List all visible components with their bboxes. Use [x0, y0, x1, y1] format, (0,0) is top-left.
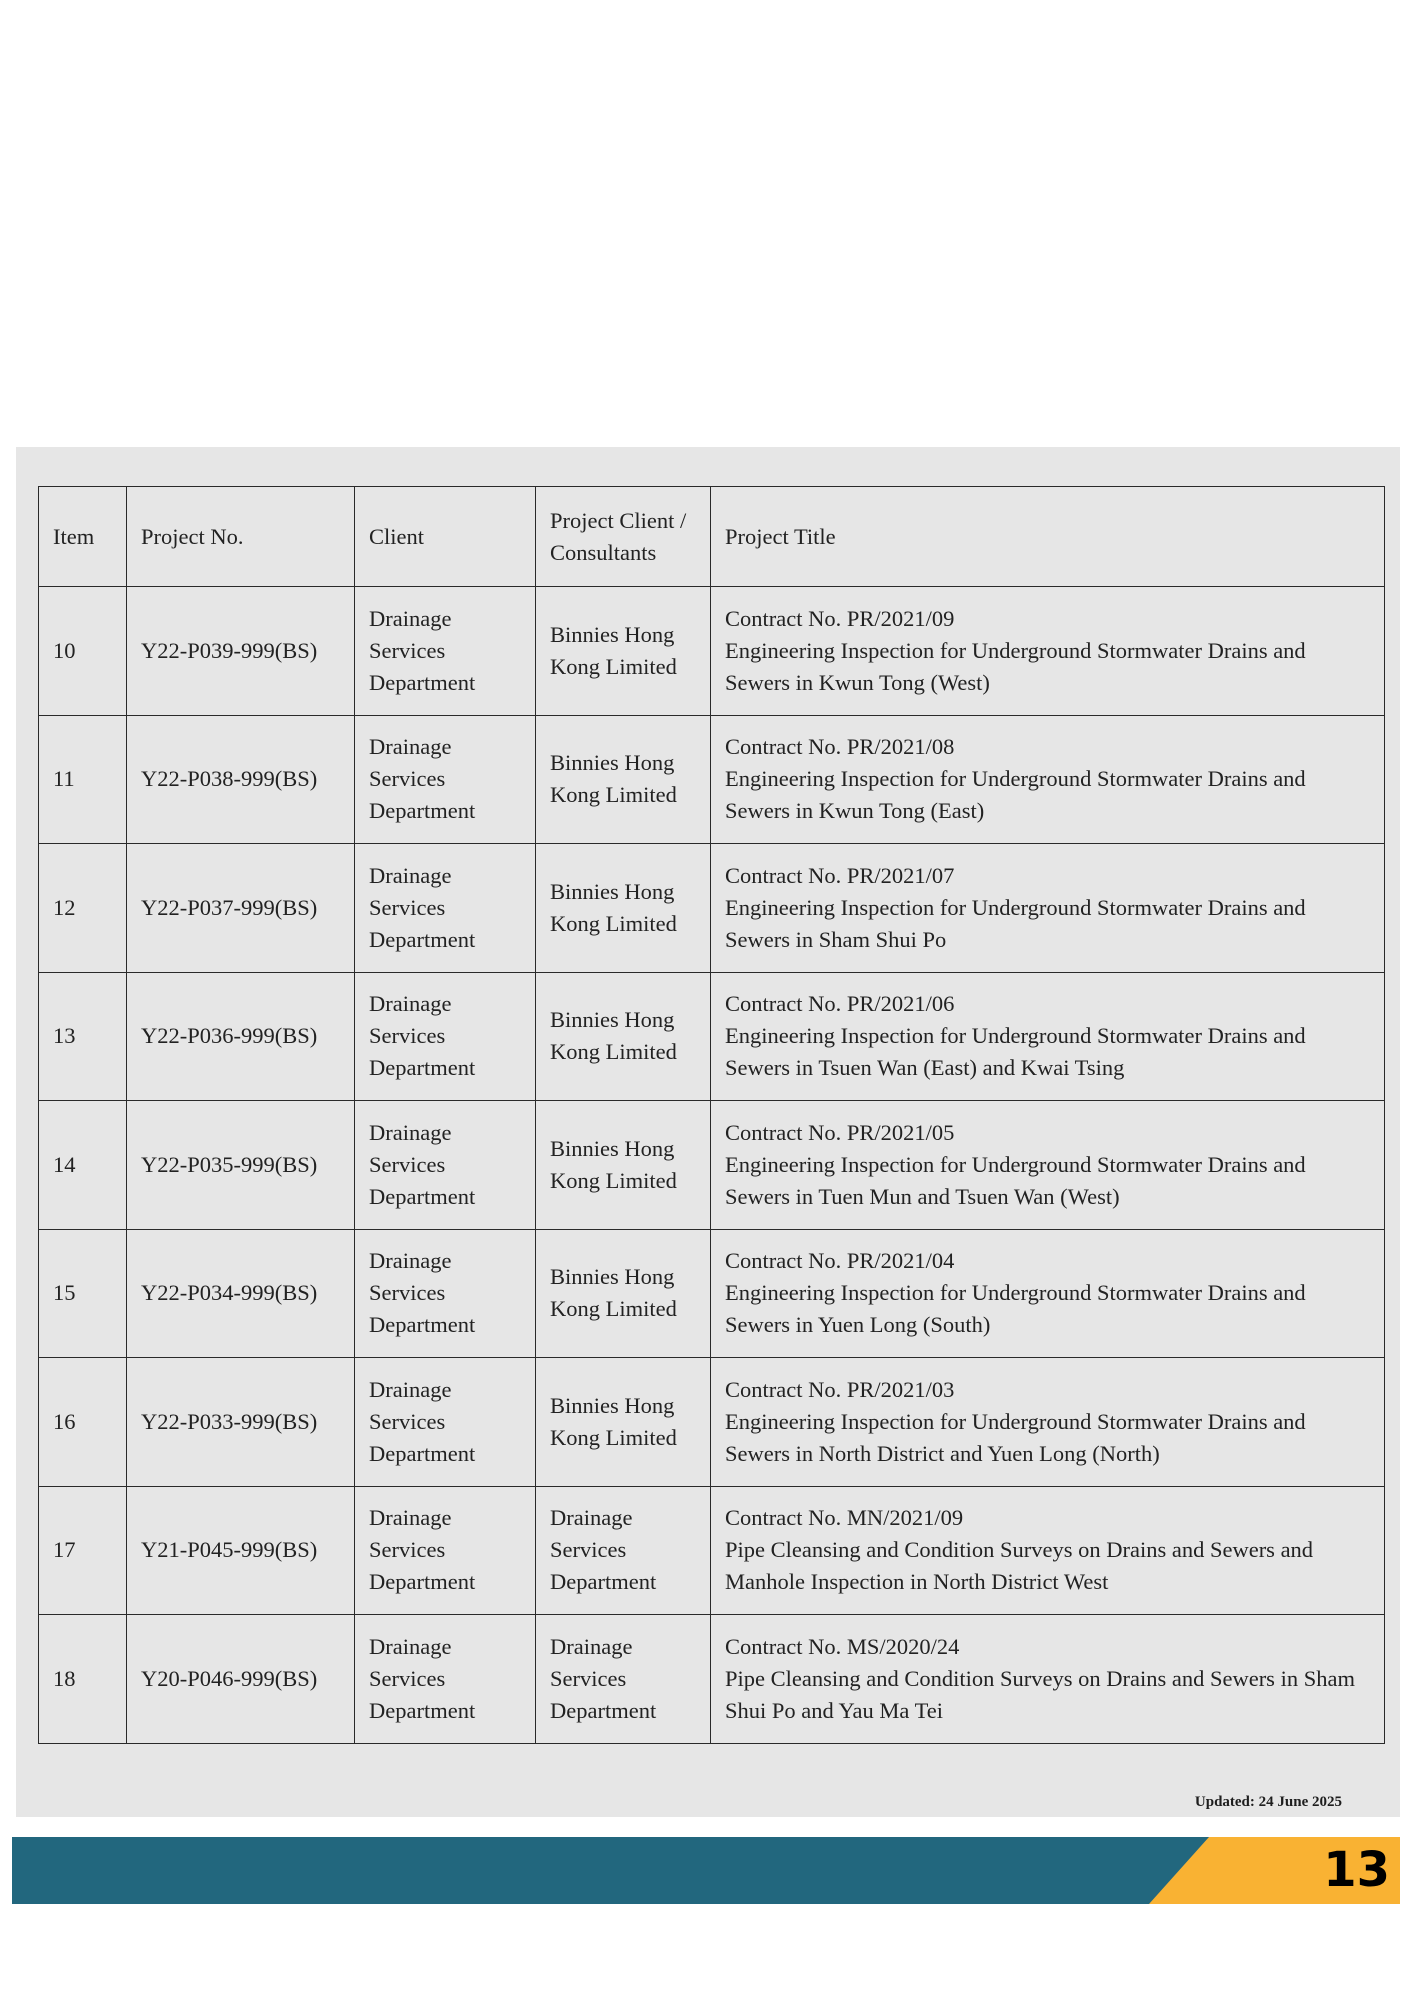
client-name: Drainage Services Department: [355, 972, 536, 1101]
contract-number: Contract No. PR/2021/06: [725, 991, 955, 1017]
item-number: 13: [39, 972, 127, 1101]
project-client-name: Binnies Hong Kong Limited: [536, 587, 711, 716]
updated-date: Updated: 24 June 2025: [1194, 1794, 1342, 1810]
client-name: Drainage Services Department: [355, 1358, 536, 1487]
project-title: [711, 1229, 1385, 1358]
project-description: Pipe Cleansing and Condition Surveys on Drains and Sewers and Manhole Inspection in North District West: [725, 1537, 1314, 1595]
table-row: [39, 1229, 1385, 1358]
table-row: [39, 1486, 1385, 1615]
project-number: Y22-P039-999(BS): [127, 587, 355, 716]
project-title: [711, 1101, 1385, 1230]
client-name: Drainage Services Department: [355, 715, 536, 844]
client-name: Drainage Services Department: [355, 1615, 536, 1744]
header-item: Item: [39, 487, 127, 587]
project-number: Y20-P046-999(BS): [127, 1615, 355, 1744]
table-header-row: [39, 487, 1385, 587]
project-client-name: Binnies Hong Kong Limited: [536, 1101, 711, 1230]
item-number: 16: [39, 1358, 127, 1487]
contract-number: Contract No. PR/2021/04: [725, 1248, 955, 1274]
item-number: 18: [39, 1615, 127, 1744]
table-row: [39, 1101, 1385, 1230]
project-description: Engineering Inspection for Underground Stormwater Drains and Sewers in Tuen Mun and Tsuen Wan (West): [725, 1151, 1306, 1209]
project-title: [711, 715, 1385, 844]
project-number: Y22-P036-999(BS): [127, 972, 355, 1101]
page-number: 13: [1323, 1842, 1390, 1898]
project-description: Pipe Cleansing and Condition Surveys on Drains and Sewers in Sham Shui Po and Yau Ma Tei: [725, 1665, 1355, 1723]
contract-number: Contract No. MS/2020/24: [725, 1633, 960, 1659]
contract-number: Contract No. PR/2021/03: [725, 1376, 955, 1402]
project-description: Engineering Inspection for Underground Stormwater Drains and Sewers in Sham Shui Po: [725, 894, 1306, 952]
project-title: [711, 844, 1385, 973]
project-client-name: Binnies Hong Kong Limited: [536, 1229, 711, 1358]
project-number: Y22-P037-999(BS): [127, 844, 355, 973]
item-number: 10: [39, 587, 127, 716]
table-row: [39, 844, 1385, 973]
item-number: 15: [39, 1229, 127, 1358]
project-client-name: Binnies Hong Kong Limited: [536, 972, 711, 1101]
client-name: Drainage Services Department: [355, 1101, 536, 1230]
project-client-name: Binnies Hong Kong Limited: [536, 1358, 711, 1487]
project-title: [711, 972, 1385, 1101]
item-number: 11: [39, 715, 127, 844]
project-client-name: Binnies Hong Kong Limited: [536, 844, 711, 973]
contract-number: Contract No. PR/2021/08: [725, 734, 955, 760]
client-name: Drainage Services Department: [355, 587, 536, 716]
project-number: Y22-P038-999(BS): [127, 715, 355, 844]
contract-number: Contract No. PR/2021/05: [725, 1119, 955, 1145]
table-row: [39, 587, 1385, 716]
project-client-name: Drainage Services Department: [536, 1615, 711, 1744]
item-number: 12: [39, 844, 127, 973]
header-project-no: Project No.: [127, 487, 355, 587]
project-description: Engineering Inspection for Underground Stormwater Drains and Sewers in North District and Yuen Long (North): [725, 1408, 1306, 1466]
header-project-client: Project Client / Consultants: [536, 487, 711, 587]
project-number: Y21-P045-999(BS): [127, 1486, 355, 1615]
contract-number: Contract No. MN/2021/09: [725, 1505, 964, 1531]
client-name: Drainage Services Department: [355, 1486, 536, 1615]
project-number: Y22-P033-999(BS): [127, 1358, 355, 1487]
project-title: [711, 1358, 1385, 1487]
project-number: Y22-P034-999(BS): [127, 1229, 355, 1358]
client-name: Drainage Services Department: [355, 1229, 536, 1358]
item-number: 17: [39, 1486, 127, 1615]
table-row: [39, 715, 1385, 844]
contract-number: Contract No. PR/2021/07: [725, 862, 955, 888]
project-description: Engineering Inspection for Underground Stormwater Drains and Sewers in Kwun Tong (East): [725, 766, 1306, 824]
project-title: [711, 1486, 1385, 1615]
project-client-name: Binnies Hong Kong Limited: [536, 715, 711, 844]
project-description: Engineering Inspection for Underground Stormwater Drains and Sewers in Yuen Long (South): [725, 1280, 1306, 1338]
contract-number: Contract No. PR/2021/09: [725, 605, 955, 631]
project-title: [711, 587, 1385, 716]
client-name: Drainage Services Department: [355, 844, 536, 973]
project-description: Engineering Inspection for Underground Stormwater Drains and Sewers in Kwun Tong (West): [725, 637, 1306, 695]
item-number: 14: [39, 1101, 127, 1230]
header-client: Client: [355, 487, 536, 587]
project-number: Y22-P035-999(BS): [127, 1101, 355, 1230]
project-description: Engineering Inspection for Underground Stormwater Drains and Sewers in Tsuen Wan (East) and Kwai Tsing: [725, 1023, 1306, 1081]
table-row: [39, 972, 1385, 1101]
projects-table: [38, 486, 1385, 1744]
header-project-title: Project Title: [711, 487, 1385, 587]
table-row: [39, 1358, 1385, 1487]
project-title: [711, 1615, 1385, 1744]
project-client-name: Drainage Services Department: [536, 1486, 711, 1615]
table-row: [39, 1615, 1385, 1744]
